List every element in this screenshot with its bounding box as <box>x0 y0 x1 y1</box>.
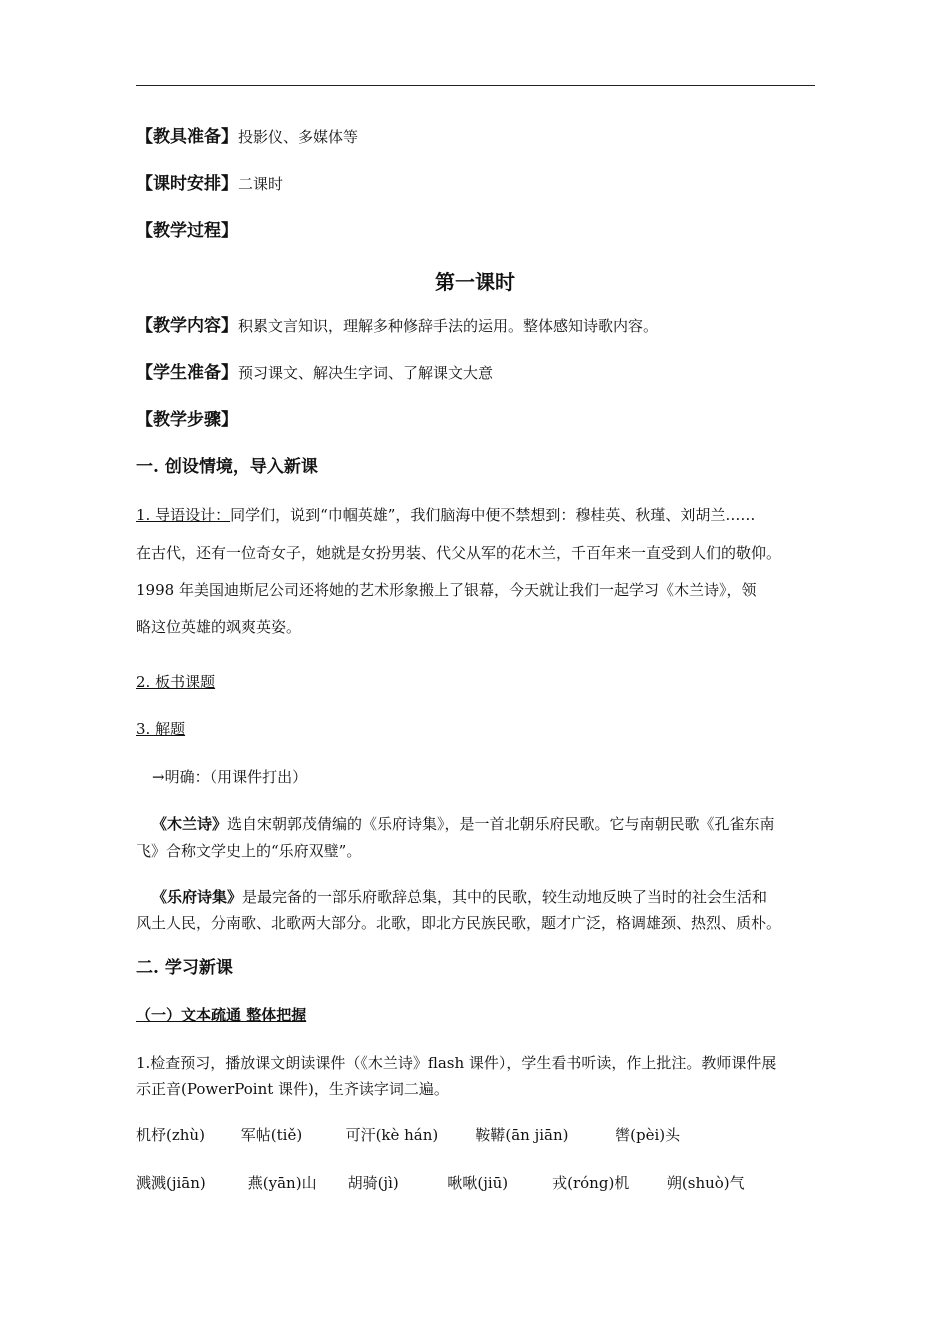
poem-para-text-1: 选自宋朝郭茂倩编的《乐府诗集》，是一首北朝乐府民歌。它与南朝民歌《孔雀东南 <box>227 815 775 833</box>
section1-heading: 一. 创设情境，导入新课 <box>136 457 318 477</box>
lesson-title: 第一课时 <box>435 270 515 294</box>
tools-label: 【教具准备】 <box>136 127 238 147</box>
intro-line-1 <box>136 505 816 525</box>
hours-label: 【课时安排】 <box>136 174 238 194</box>
pinyin-word: 辔(pèi)头 <box>615 1126 681 1144</box>
check-line-2: 示正音(PowerPoint 课件)，生齐读字词二遍。 <box>136 1080 449 1098</box>
prep-value: 预习课文、解决生字词、了解课文大意 <box>238 364 494 382</box>
intro-lead: 1. 导语设计： <box>136 506 231 524</box>
pinyin-word: 戎(róng)机 <box>552 1174 630 1192</box>
poem-para-line-2: 飞》合称文学史上的“乐府双璧”。 <box>136 842 362 860</box>
poem-para-line-1 <box>152 814 832 834</box>
intro-line-4: 略这位英雄的飒爽英姿。 <box>136 618 302 636</box>
pinyin-word: 胡骑(jì) <box>347 1174 399 1192</box>
pinyin-word: 燕(yān)山 <box>247 1174 317 1192</box>
steps-line <box>136 410 816 430</box>
steps-label: 【教学步骤】 <box>136 410 238 430</box>
yuefu-title: 《乐府诗集》 <box>152 888 243 906</box>
content-label: 【教学内容】 <box>136 316 238 336</box>
process-line <box>136 221 816 241</box>
yuefu-para-text-1: 是最完备的一部乐府歌辞总集，其中的民歌，较生动地反映了当时的社会生活和 <box>242 888 768 906</box>
pinyin-word: 可汗(kè hán) <box>345 1126 439 1144</box>
intro-line-3: 1998 年美国迪斯尼公司还将她的艺术形象搬上了银幕，今天就让我们一起学习《木兰诗》，领 <box>136 581 757 599</box>
pinyin-word: 溅溅(jiān) <box>136 1174 206 1192</box>
intro-text-1: 同学们，说到“巾帼英雄”，我们脑海中便不禁想到：穆桂英、秋瑾、刘胡兰…… <box>230 506 756 524</box>
pinyin-row-1 <box>136 1125 816 1145</box>
tools-value: 投影仪、多媒体等 <box>238 128 359 146</box>
content-value: 积累文言知识，理解多种修辞手法的运用。整体感知诗歌内容。 <box>238 317 659 335</box>
content-line <box>136 316 816 336</box>
hours-line <box>136 174 816 194</box>
hours-value: 二课时 <box>238 175 284 193</box>
item-explain-title: 3. 解题 <box>136 720 186 738</box>
item-board-title: 2. 板书课题 <box>136 673 216 691</box>
prep-label: 【学生准备】 <box>136 363 238 383</box>
pinyin-word: 啾啾(jiū) <box>447 1174 509 1192</box>
section2-sub1: （一）文本疏通 整体把握 <box>136 1006 307 1024</box>
pinyin-word: 朔(shuò)气 <box>666 1174 745 1192</box>
tools-line <box>136 127 816 147</box>
pinyin-word: 军帖(tiě) <box>240 1126 303 1144</box>
yuefu-para-line-2: 风土人民，分南歌、北歌两大部分。北歌，即北方民族民歌，题才广泛，格调雄颈、热烈、质朴。 <box>136 914 782 932</box>
process-label: 【教学过程】 <box>136 221 238 241</box>
check-line-1: 1.检查预习，播放课文朗读课件（《木兰诗》flash 课件），学生看书听读，作上批注。教师课件展 <box>136 1054 777 1072</box>
clarify-line: →明确：（用课件打出） <box>152 768 308 786</box>
intro-line-2: 在古代，还有一位奇女子，她就是女扮男装、代父从军的花木兰，千百年来一直受到人们的敬仰。 <box>136 544 782 562</box>
poem-title: 《木兰诗》 <box>152 815 228 833</box>
header-rule <box>136 85 815 86</box>
pinyin-row-2 <box>136 1173 816 1193</box>
section2-heading: 二. 学习新课 <box>136 958 233 978</box>
yuefu-para-line-1 <box>152 887 832 907</box>
pinyin-word: 鞍鞯(ān jiān) <box>475 1126 569 1144</box>
prep-line <box>136 363 816 383</box>
pinyin-word: 机杼(zhù) <box>136 1126 205 1144</box>
